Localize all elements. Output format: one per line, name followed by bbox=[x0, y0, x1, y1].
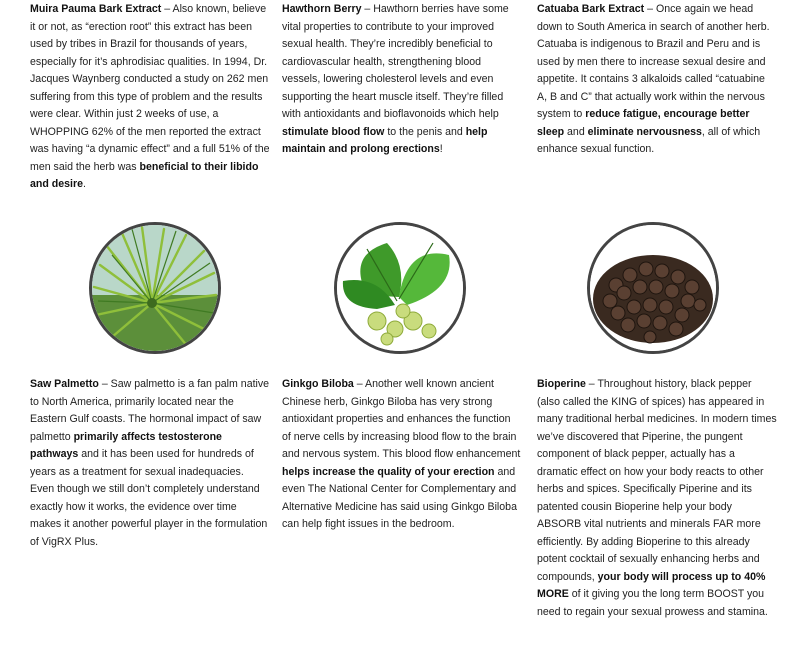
section-text: and even The National Center for Complementary and Alternative Medicine has said using Ginkgo Biloba can help fight issues in the bedroom. bbox=[282, 465, 517, 530]
section-text: – Another well known ancient Chinese herb, Ginkgo Biloba has very strong antioxidant properties and enhances the function of nerve cells by increasing blood flow to the brain and nervous system. This blood flow enhancement bbox=[282, 378, 521, 460]
ginkgo-biloba-image bbox=[334, 222, 466, 354]
section-highlight: your body will process up to 40% MORE bbox=[537, 570, 766, 600]
section-title: Ginkgo Biloba bbox=[282, 378, 354, 390]
section-title: Bioperine bbox=[537, 378, 586, 390]
section-text: – Saw palmetto is a fan palm native to North America, primarily located near the Eastern Gulf coasts. The hormonal impact of saw palmetto bbox=[30, 378, 270, 443]
section-saw-palmetto bbox=[30, 376, 270, 551]
section-text: – Also known, believe it or not, as “erection root” this extract has been used by tribes in Brazil for thousands of years, especially for it’s aphrodisiac qualities. In 1994, Dr. Jacques Waynberg conducted a study on 262 men suffering from this type of problem and the results were clear. Within just 2 weeks of use, a WHOPPING 62% of the men reported the extract was having “a dynamic effect” and a full 51% of the men said the herb was bbox=[30, 3, 270, 173]
section-hawthorn-berry bbox=[282, 1, 522, 159]
section-catuaba-bark bbox=[537, 1, 777, 159]
section-highlight: stimulate blood flow bbox=[282, 125, 385, 138]
black-pepper-image bbox=[587, 222, 719, 354]
section-title: Saw Palmetto bbox=[30, 378, 99, 390]
section-highlight: eliminate nervousness bbox=[587, 125, 702, 138]
section-text: and bbox=[564, 125, 588, 138]
section-ginkgo-biloba bbox=[282, 376, 522, 534]
section-title: Hawthorn Berry bbox=[282, 3, 362, 15]
section-text: – Hawthorn berries have some vital properties to contribute to your improved sexual health. They’re incredibly beneficial to cardiovascular health, strengthening blood vessels, lowering cholesterol levels and even supporting the heart muscle itself. They’re filled with antioxidants and bioflavonoids which help bbox=[282, 3, 509, 120]
section-title: Catuaba Bark Extract bbox=[537, 3, 645, 15]
section-text: – Once again we head down to South America in search of another herb. Catuaba is indigenous to Brazil and Peru and is used by men there to increase sexual desire and appetite. It contains 3 alkaloids called “catuabine A, B and C” that actually work within the nervous system to bbox=[537, 3, 770, 120]
section-text: ! bbox=[439, 143, 443, 155]
section-text: to the penis and bbox=[384, 125, 466, 138]
section-bioperine bbox=[537, 376, 777, 621]
section-muira-pauma bbox=[30, 1, 270, 194]
section-highlight: reduce fatigue, encourage better sleep bbox=[537, 108, 750, 138]
section-text: – Throughout history, black pepper (also called the KING of spices) has appeared in many traditional herbal medicines. In modern times we’ve discovered that Piperine, the pungent component of black pepper, actually has a dramatic effect on how your body reacts to other herbs and spices. Specifically Piperine and its patented cousin Bioperine help your body ABSORB vital nutrients and minerals FAR more efficiently. By adding Bioperine to this already potent cocktail of sexually enhancing herbs and compounds, bbox=[537, 378, 777, 583]
section-text: of it giving you the long term BOOST you need to regain your sexual prowess and stamina. bbox=[537, 588, 768, 618]
section-text: . bbox=[83, 178, 86, 190]
section-text: , all of which enhance sexual function. bbox=[537, 125, 761, 155]
saw-palmetto-image bbox=[89, 222, 221, 354]
section-title: Muira Pauma Bark Extract bbox=[30, 3, 162, 15]
section-highlight: helps increase the quality of your erection bbox=[282, 465, 495, 478]
section-highlight: primarily affects testosterone pathways bbox=[30, 430, 222, 460]
section-text: and it has been used for hundreds of years as a treatment for sexual inadequacies. Even though we still don’t completely understand exactly how it works, the evidence over time makes it another powerful player in the formulation of VigRX Plus. bbox=[30, 448, 268, 548]
section-highlight: beneficial to their libido and desire bbox=[30, 160, 259, 190]
section-highlight: help maintain and prolong erections bbox=[282, 125, 488, 155]
